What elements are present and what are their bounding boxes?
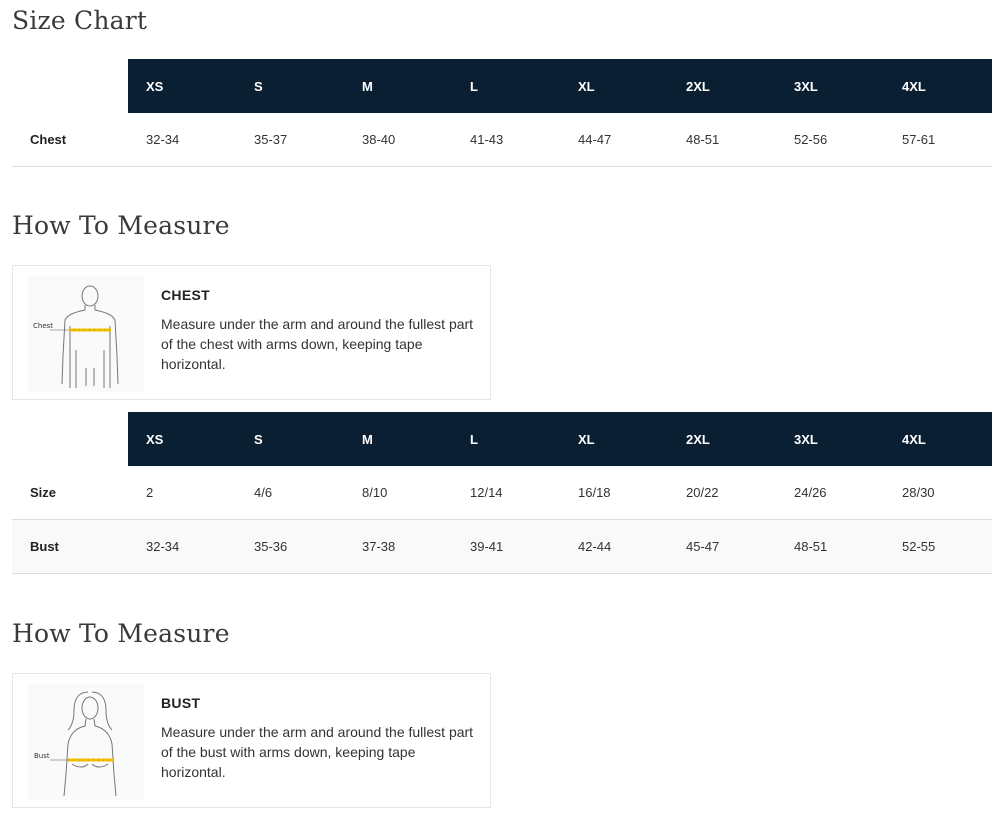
table-cell: 8/10 [344, 466, 452, 520]
table-row [12, 113, 992, 167]
column-header: XS [128, 59, 236, 113]
column-header: 4XL [884, 59, 992, 113]
table-cell: 57-61 [884, 113, 992, 167]
women-size-table [12, 412, 992, 574]
table-cell: 48-51 [776, 520, 884, 574]
table-cell: 16/18 [560, 466, 668, 520]
column-header: XL [560, 59, 668, 113]
how-to-measure-heading: How To Measure [12, 211, 230, 240]
table-cell: 20/22 [668, 466, 776, 520]
figure-label: Chest [33, 322, 54, 330]
column-header: L [452, 412, 560, 466]
table-row [12, 466, 992, 520]
table-cell: 41-43 [452, 113, 560, 167]
table-cell: 24/26 [776, 466, 884, 520]
column-header: 3XL [776, 59, 884, 113]
column-header: XL [560, 412, 668, 466]
table-cell: 2 [128, 466, 236, 520]
table-cell: 52-56 [776, 113, 884, 167]
column-header: M [344, 412, 452, 466]
column-header: S [236, 412, 344, 466]
table-cell: 44-47 [560, 113, 668, 167]
table-cell: 35-36 [236, 520, 344, 574]
figure-label: Bust [34, 752, 50, 760]
column-header: L [452, 59, 560, 113]
row-label: Chest [12, 113, 128, 167]
table-cell: 45-47 [668, 520, 776, 574]
size-chart-heading: Size Chart [12, 6, 148, 35]
table-cell: 39-41 [452, 520, 560, 574]
table-corner [12, 59, 128, 113]
column-header: 3XL [776, 412, 884, 466]
table-cell: 48-51 [668, 113, 776, 167]
column-header: M [344, 59, 452, 113]
how-to-measure-heading: How To Measure [12, 619, 230, 648]
measure-title: BUST [161, 695, 201, 711]
table-cell: 35-37 [236, 113, 344, 167]
female-figure-illustration [28, 684, 144, 800]
table-row [12, 520, 992, 574]
row-label: Bust [12, 520, 128, 574]
table-header-row [12, 59, 992, 113]
men-size-table [12, 59, 992, 167]
measure-description: Measure under the arm and around the fullest part of the bust with arms down, keeping tape horizontal. [161, 724, 474, 780]
column-header: 2XL [668, 59, 776, 113]
table-cell: 42-44 [560, 520, 668, 574]
table-cell: 52-55 [884, 520, 992, 574]
column-header: 2XL [668, 412, 776, 466]
column-header: XS [128, 412, 236, 466]
table-cell: 32-34 [128, 520, 236, 574]
row-label: Size [12, 466, 128, 520]
table-cell: 28/30 [884, 466, 992, 520]
male-figure-illustration [28, 276, 144, 392]
table-cell: 38-40 [344, 113, 452, 167]
bust-measure-card [12, 673, 491, 808]
table-cell: 4/6 [236, 466, 344, 520]
table-corner [12, 412, 128, 466]
table-cell: 12/14 [452, 466, 560, 520]
table-header-row [12, 412, 992, 466]
table-cell: 37-38 [344, 520, 452, 574]
column-header: S [236, 59, 344, 113]
column-header: 4XL [884, 412, 992, 466]
measure-description: Measure under the arm and around the fullest part of the chest with arms down, keeping tape horizontal. [161, 316, 474, 372]
measure-title: CHEST [161, 287, 210, 303]
chest-measure-card [12, 265, 491, 400]
table-cell: 32-34 [128, 113, 236, 167]
